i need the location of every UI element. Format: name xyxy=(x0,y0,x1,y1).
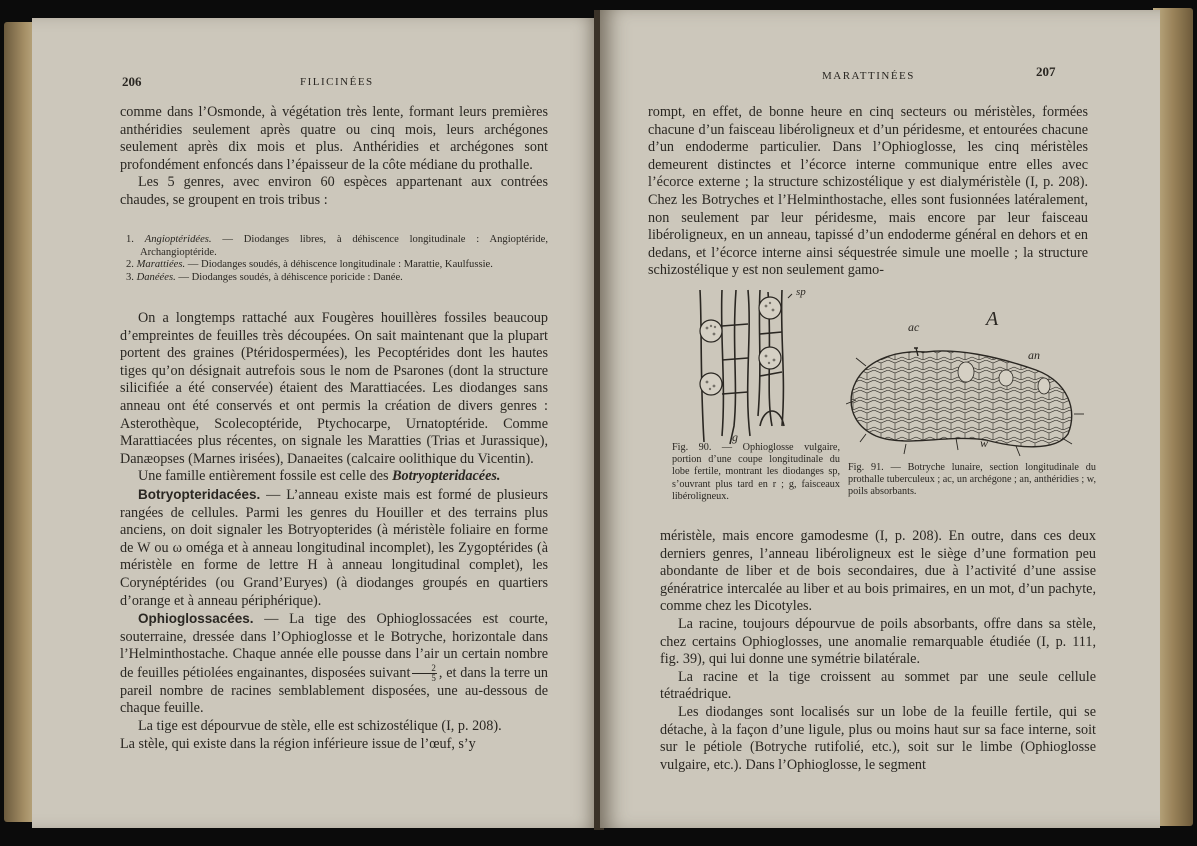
right-text-top xyxy=(648,104,1088,280)
paragraph: La stèle, qui existe dans la région inférieure issue de l’œuf, s’y xyxy=(120,735,476,752)
figure-label: sp xyxy=(796,286,806,298)
paragraph: Ophioglossacées. — La tige des Ophioglossacées est courte, souterraine, dressée dans l’Ophioglosse et le Botryche, horizontale dans l’Helminthostache. Chaque année elle pousse dans l’air un certain nombre de feuilles pétiolées engainantes, disposées suivant $\frac{2}{5}$ , et dans la terre un pareil nombre de racines semblablement disposées, une au-dessous de chaque feuille. xyxy=(120,611,549,717)
figure-label: g xyxy=(732,430,738,444)
figure-91-caption: Fig. 91. — Botryche lunaire, section longitudinale du prothalle tuberculeux ; ac, un archégone ; an, anthéridies ; w, poils absorbants. xyxy=(848,462,1096,498)
left-page xyxy=(32,18,598,828)
paragraph: La racine, toujours dépourvue de poils absorbants, offre dans sa stèle, chez certains Ophioglosses, une anomalie remarquable étudiée (I, p. 111, fig. 39), qui lui donne une symétrie bilatérale. xyxy=(660,615,1096,668)
list-item: 1. Angioptéridées. — Diodanges libres, à déhiscence longitudinale : Angioptéride, Archangioptéride. xyxy=(126,234,549,258)
paragraph: La racine et la tige croissent au sommet par une seule cellule tétraédrique. xyxy=(660,668,1096,703)
paragraph: Les diodanges sont localisés sur un lobe de la feuille fertile, qui se détache, à la façon d’une ligule, plus ou moins haut sur sa face interne, soit sur le pétiole (Botryche rutifolié, etc.), soit sur le limbe (Ophioglosse vulgaire, etc.). Dans l’Ophioglosse, le segment xyxy=(660,703,1096,773)
tribes-list xyxy=(120,234,548,284)
figure-90-drawing xyxy=(692,286,842,446)
list-item: 3. Danéées. — Diodanges soudés, à déhiscence poricide : Danée. xyxy=(126,271,403,283)
section-heading: Botryopteridacées. xyxy=(138,486,261,502)
figure-label: w xyxy=(980,436,989,450)
figure-label: ac xyxy=(908,320,920,334)
paragraph: comme dans l’Osmonde, à végétation très lente, formant leurs premières anthéridies seulement après quatre ou cinq mois, leurs archégones seulement après dix mois et plus. Anthéridies et archégones sont profondément enfoncés dans l’épaisseur de la côte médiane du prothalle. xyxy=(120,104,548,173)
left-text-main xyxy=(120,310,548,753)
paragraph: La tige est dépourvue de stèle, elle est schizostélique (I, p. 208). xyxy=(138,718,502,735)
paragraph: méristèle, mais encore gamodesme (I, p. 208). En outre, dans ces deux derniers genres, l’anneau libéroligneux est le siège d’une formation peu abondante de liber et de bois secondaires, due à l’activité d’une assise génératrice intercalée au liber et au bois primaires, en un mot, d’un pachyte, comme chez les Dicotyles. xyxy=(660,528,1096,615)
paragraph: Les 5 genres, avec environ 60 espèces appartenant aux contrées chaudes, se groupent en trois tribus : xyxy=(120,174,548,208)
running-head: MARATTINÉES xyxy=(822,70,915,82)
section-heading: Ophioglossacées. xyxy=(138,611,254,627)
figure-90-caption: Fig. 90. — Ophioglosse vulgaire, portion d’une coupe longitudinale du lobe fertile, montrant les diodanges sp, s’ouvrant plus tard en r ; g, faisceaux libéroligneux. xyxy=(672,442,840,502)
right-page xyxy=(600,10,1160,828)
figure-91-drawing xyxy=(846,330,1086,460)
page-number: 207 xyxy=(1036,64,1056,79)
right-text-bottom xyxy=(660,528,1096,774)
paragraph: Une famille entièrement fossile est celle des Botryopteridacées. xyxy=(138,468,501,485)
page-number: 206 xyxy=(122,74,142,89)
paragraph: Botryopteridacées. — L’anneau existe mais est formé de plusieurs rangées de cellules. Parmi les genres du Houiller et des terrains plus anciens, on doit signaler les Botryopterides (à méristèle foliaire en forme de W ou ω oméga et à anneau longitudinal incomplet), les Zygoptérides (à méristèle en forme de lettre H à anneau longitudinal complet), les Corynéptérides (ou Grand’Euryes) (à diodanges groupés en quartiers d’orange et à anneau périphérique). xyxy=(120,486,548,609)
paragraph: On a longtemps rattaché aux Fougères houillères fossiles beaucoup d’empreintes de feuilles très découpées. On sait maintenant que la plupart portent des graines (Ptéridospermées), les Pecoptérides dont les hautes tiges qu’on désignait autrefois sous le nom de Psarones (dont la structure silicifiée a été conservée) étaient des Marattiacées. Les diodanges sans anneau ont été conservés et ont permis la création de divers genres : Asterothèque, Scolecoptéride, Ptychocarpe, Urnatoptéride. Comme Marattiacées plus récentes, on signale les Maratties (Trias et Jurassique), Danæopses (Marnes irisées), Danaeites (calcaire oolithique du Vicentin). xyxy=(120,310,548,467)
list-item: 2. Marattiées. — Diodanges soudés, à déhiscence longitudinale : Marattie, Kaulfussie. xyxy=(126,259,493,271)
running-head: FILICINÉES xyxy=(300,76,374,88)
left-text-top xyxy=(120,104,548,210)
paragraph: rompt, en effet, de bonne heure en cinq secteurs ou méristèles, formées chacune d’un faisceau libéroligneux et d’un péridesme, et entourées chacune d’un endoderme particulier. Dans l’Ophioglosse, les cinq méristèles demeurent distinctes et l’écorce interne communique entre elles avec l’écorce externe ; la structure schizostélique y est dialyméristèle (I, p. 208). Chez les Botryches et l’Helminthostache, elles sont fusionnées latéralement, non seulement par leur péridesme, mais encore par leur faisceau libéroligneux, en un anneau, tapissé d’un endoderme général en dehors et en dedans, et l’écorce interne ainsi séquestrée simule une moelle ; la structure schizostélique y est non seulement gamo- xyxy=(648,104,1088,279)
figure-label: A xyxy=(986,308,999,330)
figure-label: an xyxy=(1028,348,1040,362)
fraction: $\frac{2}{5}$ xyxy=(412,664,437,683)
